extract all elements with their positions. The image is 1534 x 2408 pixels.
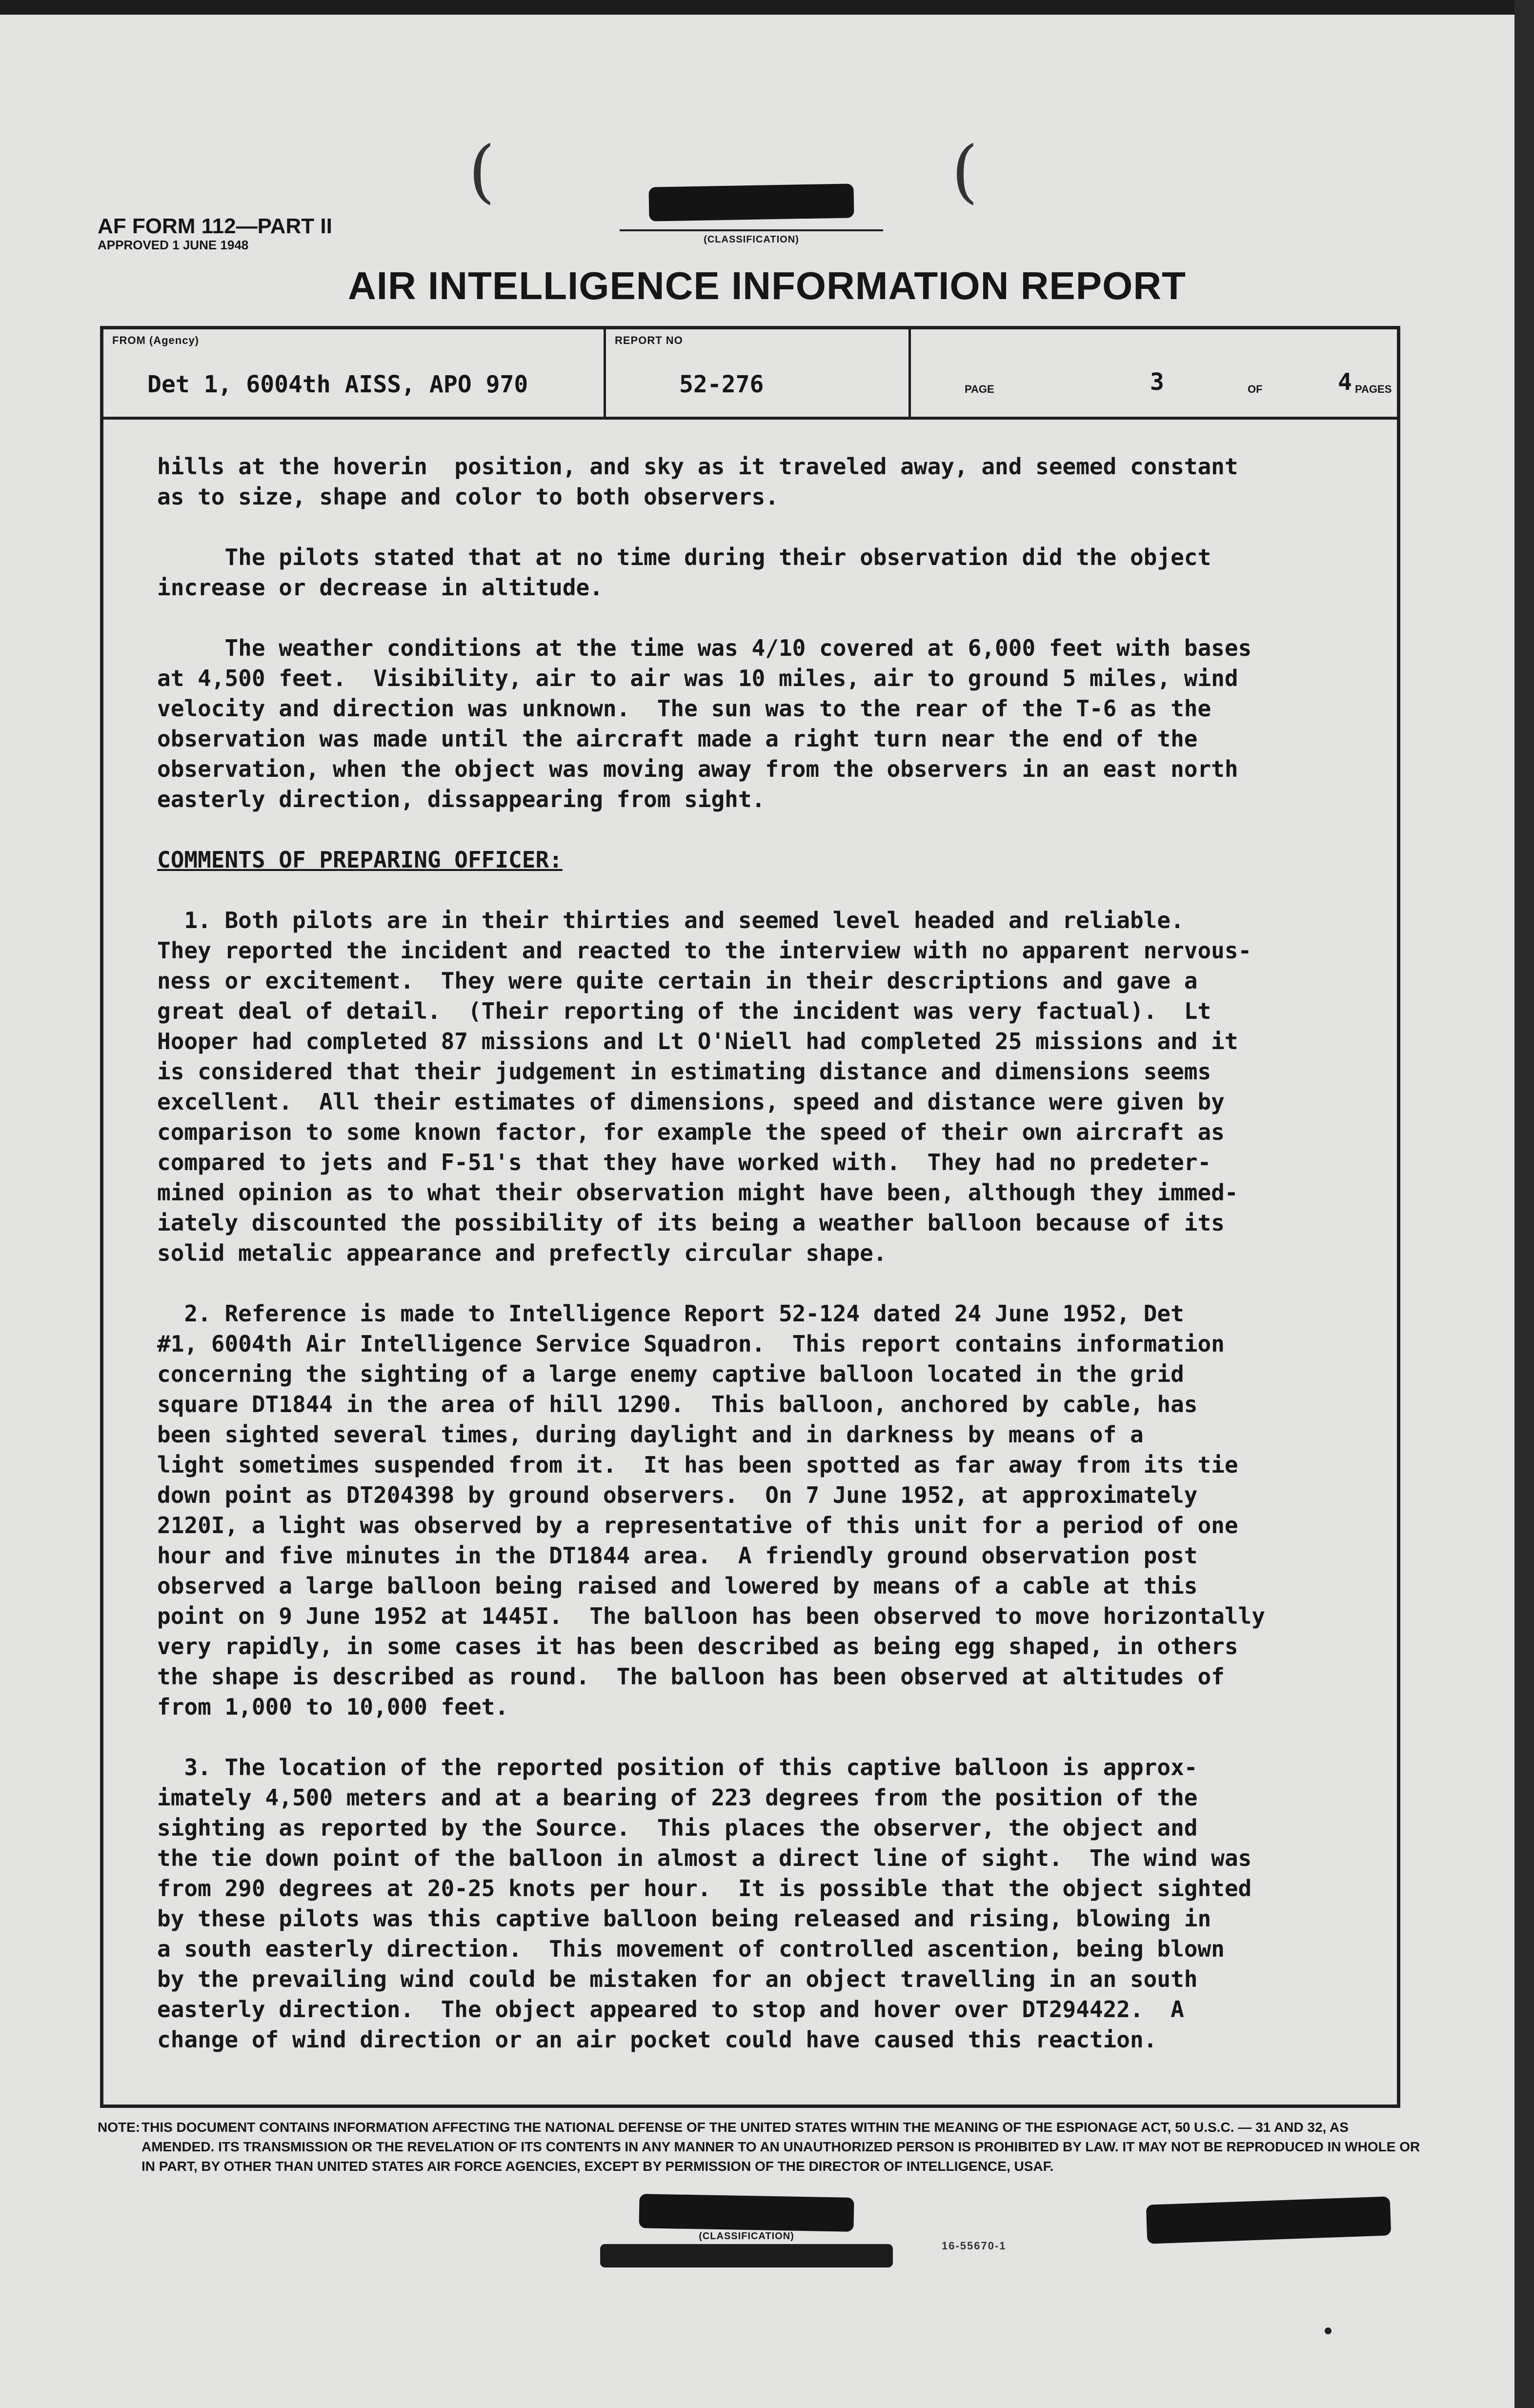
security-note: [98, 2118, 1425, 2176]
binder-hole-mark: (: [951, 132, 978, 211]
report-title: AIR INTELLIGENCE INFORMATION REPORT: [348, 264, 1186, 307]
comment-1: 1. Both pilots are in their thirties and seemed level headed and reliable. They reported the incident and reacted to the interview with no apparent nervous- ness or excitement. They were quite certain in their descriptions and gave a great deal of detail. (Their reporting of the incident was very factual). Lt Hooper had completed 87 missions and Lt O'Niell had completed 25 missions and it is considered that their judgement in estimating distance and dimensions seems excellent. All their estimates of dimensions, speed and distance were given by comparison to some known factor, for example the speed of their own aircraft as compared to jets and F-51's that they have worked with. They had no predeter- mined opinion as to what their observation might have been, although they immed- iately discounted the possibility of its being a weather balloon because of its solid metalic appearance and prefectly circular shape.: [157, 907, 1252, 1266]
report-number-value: 52-276: [679, 371, 764, 398]
scan-speck: [1325, 2327, 1332, 2334]
comments-heading: COMMENTS OF PREPARING OFFICER:: [157, 847, 563, 873]
report-number-label: REPORT NO: [615, 334, 683, 346]
pages-label: PAGES: [1355, 383, 1392, 395]
print-code: 16-55670-1: [942, 2240, 1007, 2252]
from-cell: [103, 329, 606, 417]
form-identifier: [98, 215, 332, 252]
classification-rule: [620, 229, 883, 231]
from-value: Det 1, 6004th AISS, APO 970: [147, 371, 528, 398]
page-label: PAGE: [965, 383, 994, 395]
report-body: [157, 451, 1348, 2055]
note-label: NOTE:: [98, 2120, 141, 2135]
classification-caption-bottom: (CLASSIFICATION): [699, 2231, 794, 2242]
from-label: FROM (Agency): [112, 334, 199, 346]
report-frame: [100, 326, 1400, 2108]
report-number-cell: [606, 329, 911, 417]
paragraph-weather: The weather conditions at the time was 4/10 covered at 6,000 feet with bases at 4,500 feet. Visibility, air to air was 10 miles, air to ground 5 miles, wind velocity and direction was unknown. The sun was to the rear of the T-6 as the observation was made until the aircraft made a right turn near the end of the observation, when the object was moving away from the observers in an east north easterly direction, dissappearing from sight.: [157, 635, 1252, 812]
binder-hole-mark: (: [468, 132, 495, 211]
redaction-stamp: [1146, 2196, 1391, 2244]
redaction-stamp: [600, 2244, 893, 2267]
total-pages: 4: [1338, 368, 1352, 396]
paragraph-observation-size: hills at the hoverin position, and sky as it traveled away, and seemed constant as to size, shape and color to both observers.: [157, 453, 1238, 510]
classification-bottom: [595, 2196, 898, 2267]
note-text: THIS DOCUMENT CONTAINS INFORMATION AFFECTING THE NATIONAL DEFENSE OF THE UNITED STATES WITHIN THE MEANING OF THE ESPIONAGE ACT, 50 U.S.C. — 31 AND 32, AS AMENDED. ITS TRANSMISSION OR THE REVELATION OF ITS CONTENTS IN ANY MANNER TO AN UNAUTHORIZED PERSON IS PROHIBITED BY LAW. IT MAY NOT BE REPRODUCED IN WHOLE OR IN PART, BY OTHER THAN UNITED STATES AIR FORCE AGENCIES, EXCEPT BY PERMISSION OF THE DIRECTOR OF INTELLIGENCE, USAF.: [141, 2120, 1420, 2174]
classification-top: [620, 185, 883, 245]
report-header-row: [103, 329, 1397, 420]
page-cell: [911, 329, 1400, 417]
redaction-stamp: [639, 2194, 854, 2232]
comment-3: 3. The location of the reported position of this captive balloon is approx- imately 4,500 meters and at a bearing of 223 degrees from the position of the sighting as reported by the Source. This places the observer, the object and the tie down point of the balloon in almost a direct line of sight. The wind was from 290 degrees at 20-25 knots per hour. It is possible that the object sighted by these pilots was this captive balloon being released and rising, blowing in a south easterly direction. This movement of controlled ascention, being blown by the prevailing wind could be mistaken for an object travelling in an south easterly direction. The object appeared to stop and hover over DT294422. A change of wind direction or an air pocket could have caused this reaction.: [157, 1754, 1252, 2053]
comment-2: 2. Reference is made to Intelligence Report 52-124 dated 24 June 1952, Det #1, 6004th Air Intelligence Service Squadron. This report contains information concerning the sighting of a large enemy captive balloon located in the grid square DT1844 in the area of hill 1290. This balloon, anchored by cable, has been sighted several times, during daylight and in darkness by means of a light sometimes suspended from it. It has been spotted as far away from its tie down point as DT204398 by ground observers. On 7 June 1952, at approximately 2120I, a light was observed by a representative of this unit for a period of one hour and five minutes in the DT1844 area. A friendly ground observation post observed a large balloon being raised and lowered by means of a cable at this point on 9 June 1952 at 1445I. The balloon has been observed to move horizontally very rapidly, in some cases it has been described as being egg shaped, in others the shape is described as round. The balloon has been observed at altitudes of from 1,000 to 10,000 feet.: [157, 1300, 1265, 1720]
scan-top-border: [0, 0, 1534, 15]
classification-caption: (CLASSIFICATION): [704, 234, 799, 245]
form-approved-date: APPROVED 1 JUNE 1948: [98, 238, 249, 253]
page-number: 3: [1150, 368, 1164, 396]
form-number: AF FORM 112—PART II: [98, 214, 332, 238]
scan-right-border: [1514, 0, 1534, 2408]
of-label: OF: [1248, 383, 1263, 395]
paragraph-altitude: The pilots stated that at no time during their observation did the object increase or decrease in altitude.: [157, 544, 1211, 601]
redaction-stamp: [648, 183, 854, 221]
